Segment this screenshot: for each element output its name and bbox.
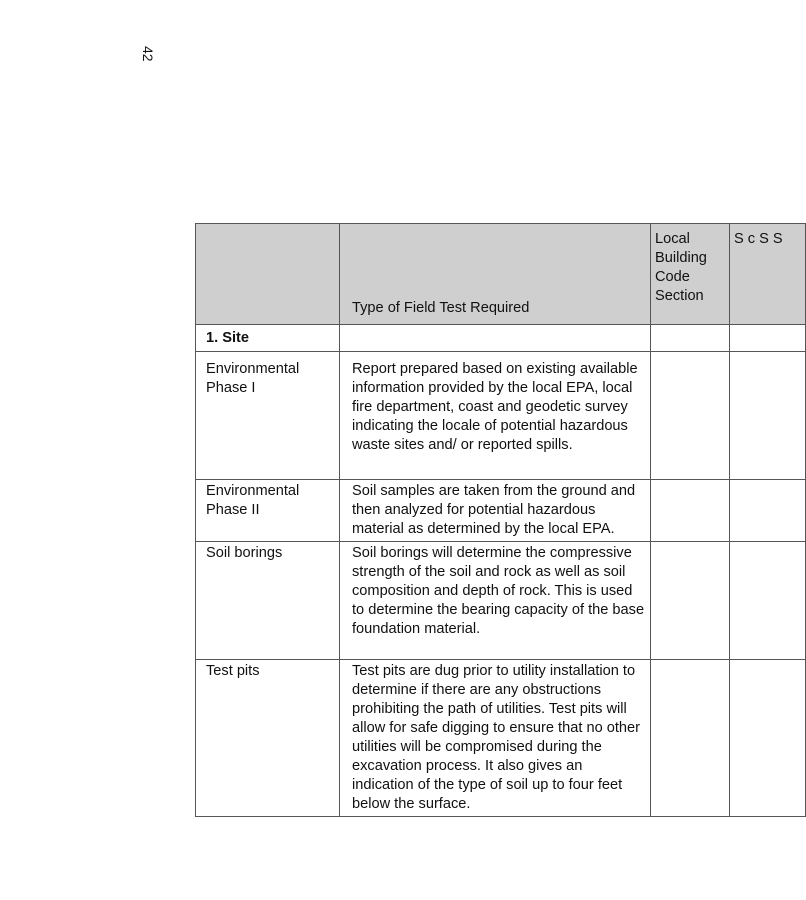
extra-cell [730,480,806,542]
page-number: 42 [140,46,156,62]
test-description-cell: Test pits are dug prior to utility installation to determine if there are any obstructions prohibiting the path of utilities. Test pits will allow for safe digging to ensure that no other utilities will be compromised during the excavation process. It also gives an indication of the type of soil up to four feet below the surface. [340,660,651,817]
section-empty-cell [730,325,806,352]
table-row [196,542,806,660]
code-section-cell [651,660,730,817]
test-description-cell: Report prepared based on existing available information provided by the local EPA, local fire department, coast and geodetic survey indicating the locale of potential hazardous waste sites and/ or reported spills. [340,352,651,480]
test-name-cell: Environmental Phase II [196,480,340,542]
extra-cell [730,542,806,660]
code-section-cell [651,480,730,542]
section-empty-cell [651,325,730,352]
header-cell-blank [196,224,340,325]
code-section-cell [651,542,730,660]
section-empty-cell [340,325,651,352]
table-row [196,660,806,817]
extra-cell [730,352,806,480]
field-test-table [195,223,806,817]
table-row [196,480,806,542]
test-name-cell: Environmental Phase I [196,352,340,480]
section-label: 1. Site [196,325,340,352]
table-header-row [196,224,806,325]
field-test-table-container [195,223,783,812]
code-section-cell [651,352,730,480]
test-name-cell: Soil borings [196,542,340,660]
extra-cell [730,660,806,817]
header-local-building-code-section: Local Building Code Section [651,224,730,325]
header-truncated-column: S c S S [730,224,806,325]
test-description-cell: Soil samples are taken from the ground and then analyzed for potential hazardous material as determined by the local EPA. [340,480,651,542]
section-row [196,325,806,352]
test-description-cell: Soil borings will determine the compressive strength of the soil and rock as well as soil composition and depth of rock. This is used to determine the bearing capacity of the base foundation material. [340,542,651,660]
test-name-cell: Test pits [196,660,340,817]
table-row [196,352,806,480]
header-type-of-field-test: Type of Field Test Required [340,224,651,325]
